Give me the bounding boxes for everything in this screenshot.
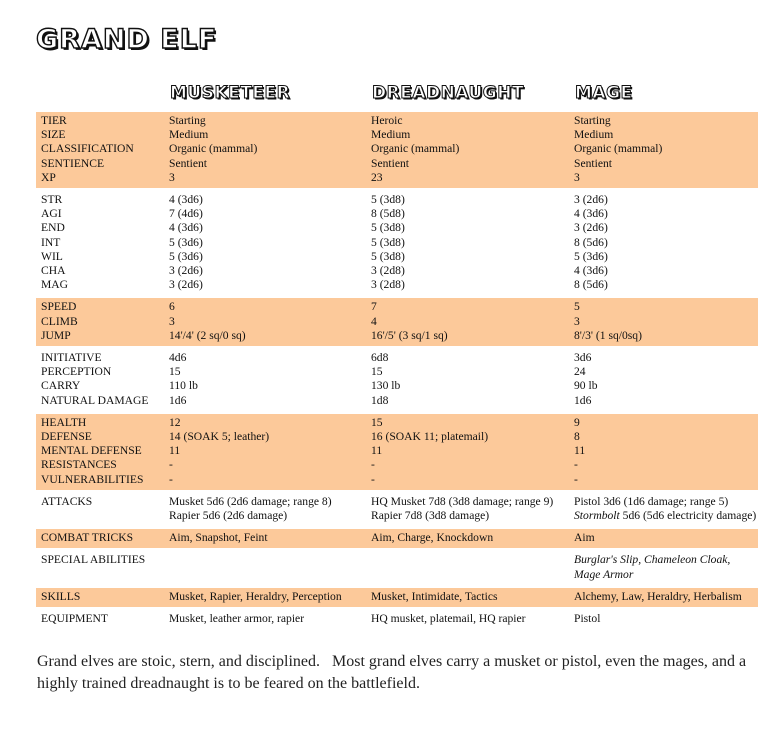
stat-value: Organic (mammal) bbox=[169, 142, 258, 156]
stat-value: 8 (5d8) bbox=[371, 207, 405, 221]
stat-row bbox=[36, 157, 758, 171]
stat-row bbox=[36, 300, 758, 314]
stat-value: Musket 5d6 (2d6 damage; range 8) bbox=[169, 494, 332, 508]
stat-section bbox=[36, 112, 758, 188]
stat-label: COMBAT TRICKS bbox=[41, 531, 134, 545]
stat-row bbox=[36, 315, 758, 329]
stat-value: Musket, Intimidate, Tactics bbox=[371, 589, 498, 603]
stat-value: 3d6 bbox=[574, 351, 592, 364]
stat-value: Alchemy, Law, Heraldry, Herbalism bbox=[574, 589, 742, 603]
stat-row bbox=[36, 329, 758, 343]
stat-label: PERCEPTION bbox=[41, 365, 112, 379]
stat-value: 16'/5' (3 sq/1 sq) bbox=[371, 328, 448, 342]
stat-value: Sentient bbox=[574, 156, 612, 170]
stat-row bbox=[36, 553, 758, 567]
stat-value: 4 (3d6) bbox=[169, 221, 203, 235]
stat-value: 4d6 bbox=[169, 351, 187, 364]
stat-row bbox=[36, 509, 758, 523]
stat-value: - bbox=[574, 472, 578, 486]
stat-row bbox=[36, 416, 758, 430]
stat-value: 8 bbox=[574, 429, 580, 443]
stat-value: Musket, Rapier, Heraldry, Perception bbox=[169, 589, 342, 603]
stat-row bbox=[36, 207, 758, 221]
stat-value: 3 bbox=[169, 170, 175, 184]
stat-row bbox=[36, 114, 758, 128]
stat-value: Mage Armor bbox=[574, 567, 634, 581]
stat-value: 9 bbox=[574, 415, 580, 429]
stat-label: XP bbox=[41, 170, 56, 184]
stat-row bbox=[36, 473, 758, 487]
stat-value: Burglar's Slip, Chameleon Cloak, bbox=[574, 553, 731, 567]
stat-value: 4 bbox=[371, 314, 377, 328]
stat-value: 3 (2d6) bbox=[574, 193, 608, 206]
stat-label: SIZE bbox=[41, 128, 66, 142]
stat-value: 3 (2d8) bbox=[371, 278, 405, 292]
stat-label: STR bbox=[41, 193, 63, 206]
stat-value: - bbox=[169, 472, 173, 486]
stat-label: SKILLS bbox=[41, 589, 81, 603]
column-header-dreadnaught: DREADNAUGHT bbox=[372, 83, 525, 103]
stat-value: Starting bbox=[169, 114, 206, 127]
stat-label: SENTIENCE bbox=[41, 156, 105, 170]
stat-row bbox=[36, 351, 758, 365]
description-paragraph: Grand elves are stoic, stern, and disciplined. Most grand elves carry a musket or pistol, even the mages, and a highly trained dreadnaught is to be feared on the battlefield. bbox=[37, 653, 751, 692]
stat-value: 3 bbox=[574, 314, 580, 328]
stat-row bbox=[36, 379, 758, 393]
stat-value: 24 bbox=[574, 365, 586, 379]
stat-value: 15 bbox=[371, 365, 383, 379]
stat-value: Stormbolt 5d6 (5d6 electricity damage) bbox=[574, 508, 757, 522]
stat-row bbox=[36, 495, 758, 509]
stat-value: 14'/4' (2 sq/0 sq) bbox=[169, 328, 246, 342]
stat-value: 7 bbox=[371, 300, 377, 314]
stat-row bbox=[36, 264, 758, 278]
stat-value: 8'/3' (1 sq/0sq) bbox=[574, 328, 642, 342]
stat-value: 3 (2d6) bbox=[169, 264, 203, 277]
stat-value: 5 (3d8) bbox=[371, 221, 405, 235]
stat-value: Musket, leather armor, rapier bbox=[169, 612, 305, 625]
stat-row bbox=[36, 128, 758, 142]
stat-row bbox=[36, 568, 758, 582]
stat-label: CLASSIFICATION bbox=[41, 142, 134, 156]
stat-value: 1d8 bbox=[371, 393, 389, 407]
stat-row bbox=[36, 236, 758, 250]
stat-value: 14 (SOAK 5; leather) bbox=[169, 429, 270, 443]
column-header-musketeer: MUSKETEER bbox=[170, 83, 291, 103]
stat-row bbox=[36, 444, 758, 458]
stat-value: 23 bbox=[371, 170, 383, 184]
stat-label: NATURAL DAMAGE bbox=[41, 393, 149, 407]
stat-label: CARRY bbox=[41, 379, 81, 393]
stat-value: 4 (3d6) bbox=[574, 264, 608, 277]
stat-section bbox=[36, 298, 758, 346]
stat-value: 4 (3d6) bbox=[169, 193, 203, 206]
stat-value: Sentient bbox=[169, 156, 207, 170]
stat-value: Aim bbox=[574, 531, 595, 545]
stat-label: VULNERABILITIES bbox=[41, 472, 144, 486]
stat-value: HQ Musket 7d8 (3d8 damage; range 9) bbox=[371, 494, 554, 508]
stat-label: SPECIAL ABILITIES bbox=[41, 553, 146, 567]
stat-value: 5 (3d6) bbox=[574, 249, 608, 263]
stat-value: 11 bbox=[574, 444, 586, 458]
stat-value: 16 (SOAK 11; platemail) bbox=[371, 429, 489, 443]
stat-value: 3 (2d6) bbox=[169, 278, 203, 292]
stat-row bbox=[36, 193, 758, 207]
stat-row bbox=[36, 221, 758, 235]
stat-value: 5 (3d8) bbox=[371, 235, 405, 249]
stat-label: TIER bbox=[41, 114, 67, 127]
stat-value: HQ musket, platemail, HQ rapier bbox=[371, 612, 526, 625]
stat-value: 90 lb bbox=[574, 379, 598, 393]
stat-value: Medium bbox=[371, 128, 411, 142]
page-title: GRAND ELF bbox=[36, 24, 218, 55]
stat-value: - bbox=[371, 472, 375, 486]
stat-value: 4 (3d6) bbox=[574, 207, 608, 221]
stat-value: Starting bbox=[574, 114, 611, 127]
stat-row bbox=[36, 612, 758, 626]
stat-section bbox=[36, 414, 758, 490]
stat-label: INT bbox=[41, 235, 61, 249]
stat-row bbox=[36, 250, 758, 264]
stat-value: 15 bbox=[169, 365, 181, 379]
stat-value: 5 bbox=[574, 300, 580, 314]
stat-label: AGI bbox=[41, 207, 62, 221]
stat-label: INITIATIVE bbox=[41, 351, 102, 364]
stat-value: Rapier 7d8 (3d8 damage) bbox=[371, 508, 490, 522]
stat-value: 110 lb bbox=[169, 379, 198, 393]
stat-value: 15 bbox=[371, 415, 383, 429]
stat-value: 6 bbox=[169, 300, 175, 314]
stat-value: Rapier 5d6 (2d6 damage) bbox=[169, 508, 288, 522]
stat-label: END bbox=[41, 221, 65, 235]
stat-value: 3 (2d8) bbox=[371, 264, 405, 277]
stat-row bbox=[36, 142, 758, 156]
stat-value: 5 (3d6) bbox=[169, 249, 203, 263]
stat-value: Organic (mammal) bbox=[574, 142, 663, 156]
stat-value: 130 lb bbox=[371, 379, 401, 393]
stat-row bbox=[36, 458, 758, 472]
stat-value: 11 bbox=[169, 444, 181, 458]
stat-row bbox=[36, 590, 758, 604]
stat-value: 7 (4d6) bbox=[169, 207, 203, 221]
stat-section bbox=[36, 493, 758, 526]
stat-row bbox=[36, 430, 758, 444]
stat-value: Sentient bbox=[371, 156, 409, 170]
stat-label: MAG bbox=[41, 278, 69, 292]
stat-label: RESISTANCES bbox=[41, 458, 117, 472]
stat-label: DEFENSE bbox=[41, 429, 92, 443]
column-header-mage: MAGE bbox=[575, 83, 633, 103]
stat-value: Aim, Charge, Knockdown bbox=[371, 531, 494, 545]
stat-value: - bbox=[169, 458, 173, 472]
stat-label: WIL bbox=[41, 249, 63, 263]
stat-value: 6d8 bbox=[371, 351, 389, 364]
stat-section bbox=[36, 191, 758, 295]
stat-value: 5 (3d8) bbox=[371, 193, 405, 206]
stat-label: EQUIPMENT bbox=[41, 612, 108, 625]
stat-value: 11 bbox=[371, 444, 383, 458]
stat-value: Heroic bbox=[371, 114, 403, 127]
stat-value: - bbox=[371, 458, 375, 472]
stat-value: - bbox=[574, 458, 578, 472]
stat-value: Medium bbox=[574, 128, 614, 142]
stat-row bbox=[36, 394, 758, 408]
stat-row bbox=[36, 365, 758, 379]
stat-value: 8 (5d6) bbox=[574, 278, 608, 292]
stat-table bbox=[36, 112, 758, 628]
stat-label: CLIMB bbox=[41, 314, 78, 328]
stat-value: 3 bbox=[574, 170, 580, 184]
stat-label: SPEED bbox=[41, 300, 77, 314]
stat-label: JUMP bbox=[41, 328, 71, 342]
stat-section bbox=[36, 588, 758, 607]
stat-row bbox=[36, 531, 758, 545]
stat-value: Pistol 3d6 (1d6 damage; range 5) bbox=[574, 494, 729, 508]
stat-label: HEALTH bbox=[41, 415, 87, 429]
stat-value: 1d6 bbox=[169, 393, 187, 407]
stat-row bbox=[36, 171, 758, 185]
stat-value: Organic (mammal) bbox=[371, 142, 460, 156]
stat-value: 3 bbox=[169, 314, 175, 328]
stat-value: 3 (2d6) bbox=[574, 221, 608, 235]
stat-value: 8 (5d6) bbox=[574, 235, 608, 249]
stat-label: MENTAL DEFENSE bbox=[41, 444, 142, 458]
stat-value: 12 bbox=[169, 415, 181, 429]
stat-section bbox=[36, 349, 758, 411]
stat-value: 1d6 bbox=[574, 393, 592, 407]
stat-value: Medium bbox=[169, 128, 209, 142]
stat-section bbox=[36, 551, 758, 584]
stat-section bbox=[36, 610, 758, 628]
stat-value: 5 (3d8) bbox=[371, 249, 405, 263]
stat-value: 5 (3d6) bbox=[169, 235, 203, 249]
stat-value: Pistol bbox=[574, 612, 601, 625]
stat-section bbox=[36, 529, 758, 548]
stat-label: CHA bbox=[41, 264, 66, 277]
stat-label: ATTACKS bbox=[41, 494, 93, 508]
stat-row bbox=[36, 278, 758, 292]
stat-value: Aim, Snapshot, Feint bbox=[169, 531, 268, 545]
